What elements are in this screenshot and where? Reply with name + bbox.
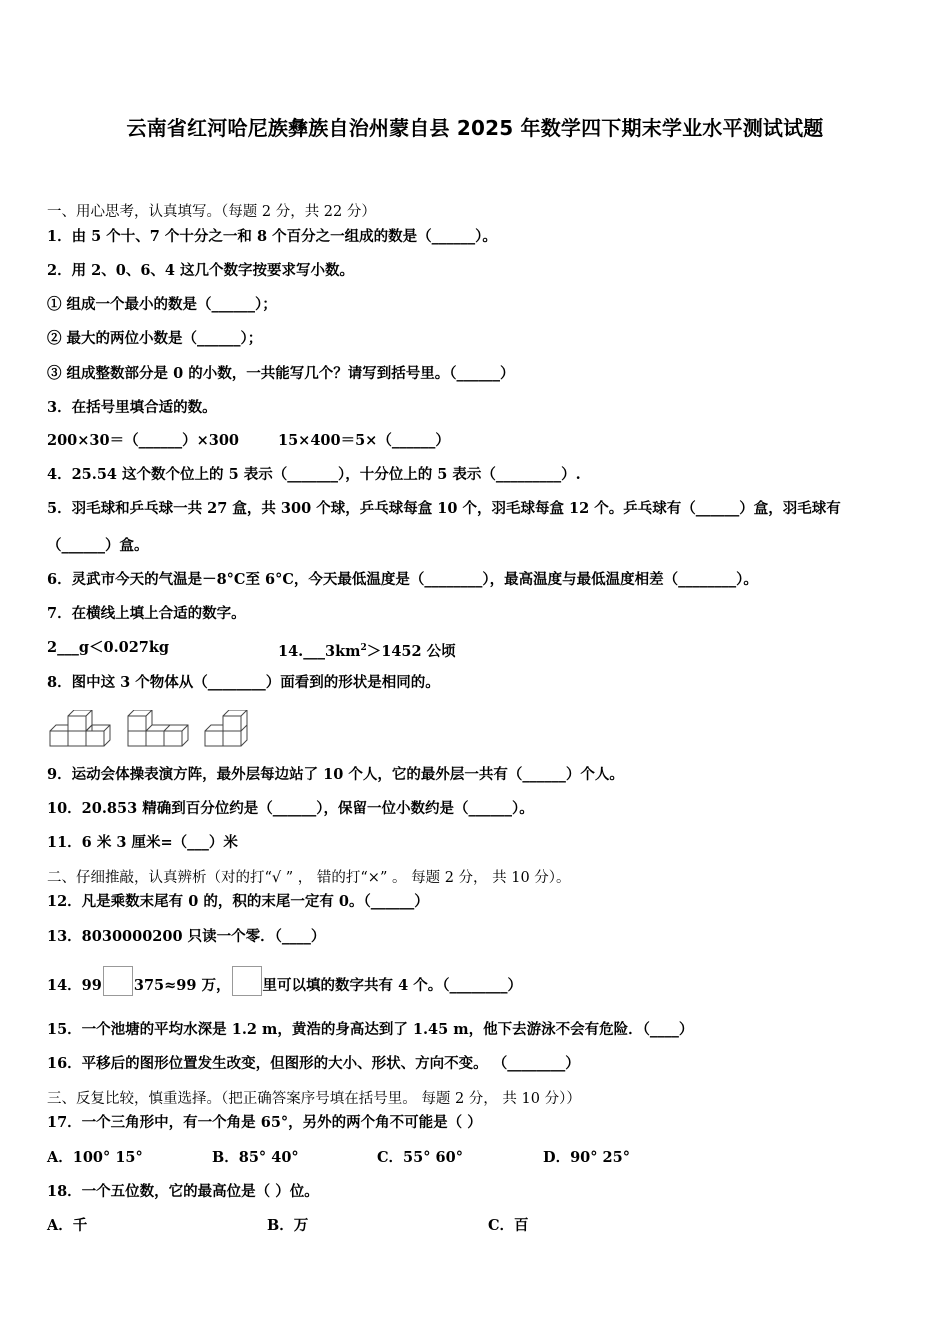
question-7-part-1: 2___g＜0.027kg xyxy=(47,639,170,656)
question-18-option-c: C．百 xyxy=(488,1217,529,1234)
question-2: 2．用 2、0、6、4 这几个数字按要求写小数。 xyxy=(47,262,355,279)
question-17-option-a: A．100° 15° xyxy=(47,1149,143,1166)
section-3-heading: 三、反复比较，慎重选择。（把正确答案序号填在括号里。 每题 2 分， 共 10 分）） xyxy=(47,1091,581,1107)
question-2-part-3: ③ 组成整数部分是 0 的小数，一共能写几个？请写到括号里。（______） xyxy=(47,365,515,382)
blank-box[interactable] xyxy=(103,966,133,996)
question-2-part-1: ① 组成一个最小的数是（______）； xyxy=(47,296,277,313)
question-5-line-1: 5．羽毛球和乒乓球一共 27 盒，共 300 个球，乒乓球每盒 10 个，羽毛球每盒 12 个。乒乓球有（______）盒，羽毛球有 xyxy=(47,500,841,517)
question-3: 3．在括号里填合适的数。 xyxy=(47,399,217,416)
question-9: 9．运动会体操表演方阵，最外层每边站了 10 个人，它的最外层一共有（______）个人。 xyxy=(47,766,624,783)
question-14-end: 里可以填的数字共有 4 个。（________） xyxy=(262,977,522,994)
question-14-start: 14．99 xyxy=(47,977,102,994)
cube-figure-1 xyxy=(50,710,110,746)
section-1-heading: 一、用心思考，认真填写。（每题 2 分，共 22 分） xyxy=(47,204,376,220)
cube-figure-2 xyxy=(128,710,188,746)
question-18-option-a: A．千 xyxy=(47,1217,88,1234)
page-title: 云南省红河哈尼族彝族自治州蒙自县 2025 年数学四下期末学业水平测试试题 xyxy=(126,116,824,140)
question-1: 1．由 5 个十、7 个十分之一和 8 个百分之一组成的数是（______）。 xyxy=(47,228,497,245)
question-3-part-2: 15×400＝5×（______） xyxy=(278,432,450,449)
section-2-heading: 二、仔细推敲，认真辨析（对的打“√ ” ， 错的打“×” 。 每题 2 分， 共 10 分）。 xyxy=(47,870,571,886)
question-15: 15．一个池塘的平均水深是 1.2 m，黄浩的身高达到了 1.45 m，他下去游泳不会有危险．（____） xyxy=(47,1021,694,1038)
question-11: 11．6 米 3 厘米=（___）米 xyxy=(47,834,238,851)
question-8: 8．图中这 3 个物体从（________）面看到的形状是相同的。 xyxy=(47,674,440,691)
superscript: 2 xyxy=(360,643,367,653)
question-7-part-2 xyxy=(278,638,456,662)
question-7-part-2-rest: ＞1452 公顷 xyxy=(366,642,456,660)
question-5-line-2: （______）盒。 xyxy=(47,537,149,554)
question-4: 4．25.54 这个数个位上的 5 表示（_______），十分位上的 5 表示（_________）. xyxy=(47,466,581,483)
question-10: 10．20.853 精确到百分位约是（______），保留一位小数约是（______）。 xyxy=(47,800,534,817)
question-16: 16．平移后的图形位置发生改变，但图形的大小、形状、方向不变。 （________） xyxy=(47,1055,580,1072)
question-14-middle: 375≈99 万， xyxy=(133,977,231,994)
question-17-option-d: D．90° 25° xyxy=(543,1149,630,1166)
question-13: 13．8030000200 只读一个零．（____） xyxy=(47,928,326,945)
cube-figures xyxy=(48,710,258,752)
question-18-option-b: B．万 xyxy=(267,1217,309,1234)
cube-figure-3 xyxy=(205,710,247,746)
question-3-part-1: 200×30＝（______）×300 xyxy=(47,432,240,449)
question-17-option-b: B．85° 40° xyxy=(212,1149,299,1166)
question-17-option-c: C．55° 60° xyxy=(377,1149,463,1166)
question-7: 7．在横线上填上合适的数字。 xyxy=(47,605,246,622)
question-17: 17．一个三角形中，有一个角是 65°，另外的两个角不可能是（ ） xyxy=(47,1114,482,1131)
question-12: 12．凡是乘数末尾有 0 的，积的末尾一定有 0。（______） xyxy=(47,893,429,910)
question-14 xyxy=(47,966,522,1001)
question-18: 18．一个五位数，它的最高位是（ ）位。 xyxy=(47,1183,319,1200)
question-6: 6．灵武市今天的气温是－8°C至 6°C，今天最低温度是（________），最高温度与最低温度相差（________）。 xyxy=(47,571,758,588)
question-7-part-2-number: 14.___3km xyxy=(278,642,361,660)
question-2-part-2: ② 最大的两位小数是（______）； xyxy=(47,330,263,347)
blank-box[interactable] xyxy=(232,966,262,996)
